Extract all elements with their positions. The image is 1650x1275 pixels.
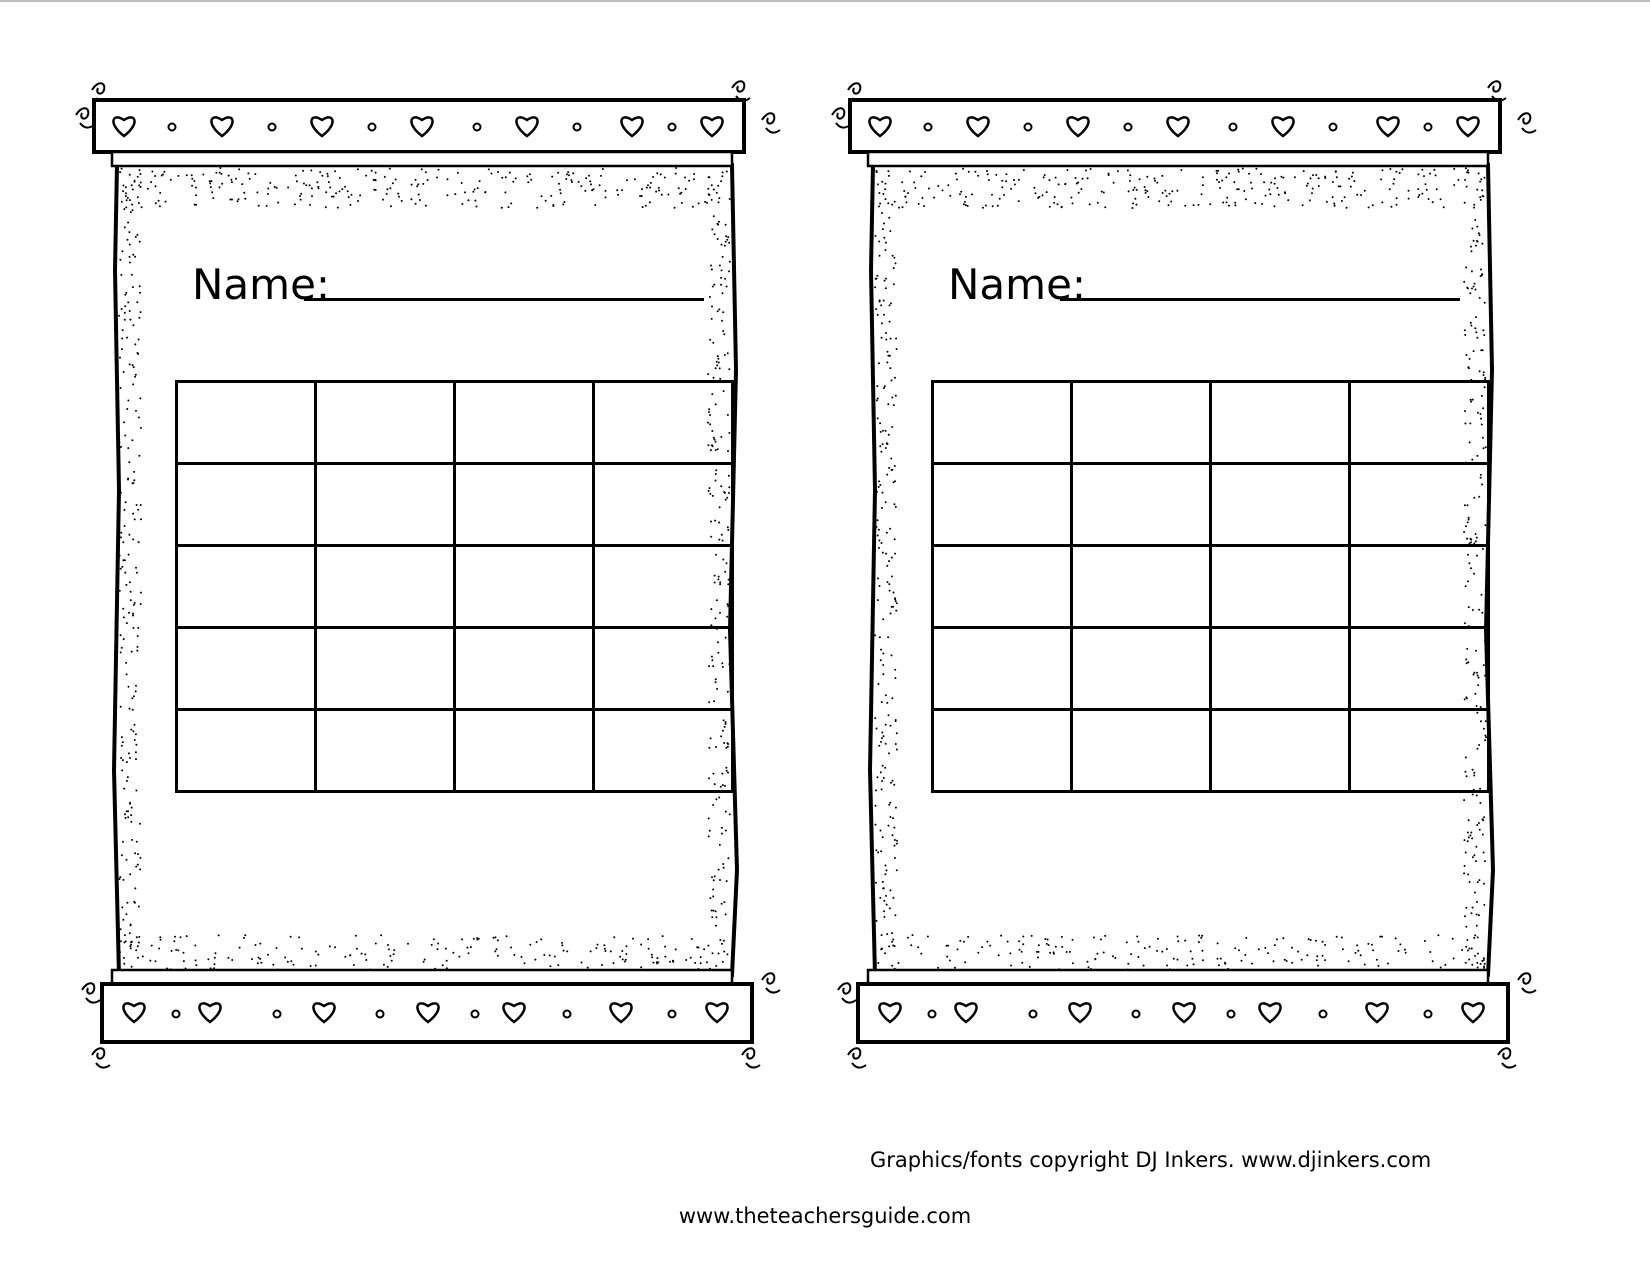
grid-row: [933, 710, 1489, 792]
swirl-icon: [762, 973, 780, 992]
grid-cell[interactable]: [316, 628, 455, 710]
grid-cell[interactable]: [933, 464, 1072, 546]
swirl-icon: [1498, 1048, 1516, 1067]
grid-cell[interactable]: [933, 382, 1072, 464]
grid-row: [177, 382, 733, 464]
grid-cell[interactable]: [594, 546, 733, 628]
swirl-icon: [76, 108, 94, 127]
grid-cell[interactable]: [594, 464, 733, 546]
grid-cell[interactable]: [455, 628, 594, 710]
grid-cell[interactable]: [933, 546, 1072, 628]
grid-row: [177, 464, 733, 546]
grid-cell[interactable]: [455, 710, 594, 792]
swirl-icon: [732, 81, 750, 100]
grid-cell[interactable]: [1211, 382, 1350, 464]
grid-row: [177, 628, 733, 710]
grid-cell[interactable]: [1350, 464, 1489, 546]
bottom-banner-trim: [112, 970, 732, 984]
swirl-icon: [832, 108, 850, 127]
grid-cell[interactable]: [1072, 546, 1211, 628]
grid-cell[interactable]: [177, 382, 316, 464]
grid-cell[interactable]: [933, 628, 1072, 710]
swirl-icon: [1488, 81, 1506, 100]
grid-cell[interactable]: [455, 546, 594, 628]
swirl-icon: [1518, 113, 1536, 132]
top-banner: [94, 100, 744, 152]
top-banner-trim: [112, 152, 732, 166]
name-line[interactable]: [304, 298, 704, 301]
swirl-icon: [848, 1048, 866, 1067]
grid-cell[interactable]: [316, 382, 455, 464]
swirl-icon: [82, 983, 100, 1002]
sticker-grid: [931, 380, 1490, 793]
sticker-chart-right: [828, 70, 1548, 1135]
copyright-credit: Graphics/fonts copyright DJ Inkers. www.djinkers.com: [870, 1148, 1432, 1172]
grid-cell[interactable]: [933, 710, 1072, 792]
grid-row: [933, 628, 1489, 710]
grid-row: [933, 546, 1489, 628]
grid-cell[interactable]: [316, 546, 455, 628]
name-label: Name:: [192, 260, 331, 309]
grid-cell[interactable]: [594, 382, 733, 464]
grid-cell[interactable]: [1211, 464, 1350, 546]
grid-cell[interactable]: [177, 464, 316, 546]
grid-cell[interactable]: [1350, 710, 1489, 792]
grid-cell[interactable]: [455, 382, 594, 464]
grid-cell[interactable]: [1211, 710, 1350, 792]
top-banner-trim: [868, 152, 1488, 166]
swirl-icon: [742, 1048, 760, 1067]
site-url: www.theteachersguide.com: [678, 1204, 972, 1228]
grid-row: [177, 710, 733, 792]
grid-cell[interactable]: [594, 628, 733, 710]
grid-cell[interactable]: [1072, 464, 1211, 546]
bottom-banner: [102, 984, 752, 1042]
top-rule: [0, 0, 1650, 2]
grid-cell[interactable]: [177, 546, 316, 628]
grid-row: [933, 382, 1489, 464]
grid-cell[interactable]: [594, 710, 733, 792]
grid-cell[interactable]: [177, 710, 316, 792]
bottom-banner-trim: [868, 970, 1488, 984]
grid-cell[interactable]: [1211, 628, 1350, 710]
grid-cell[interactable]: [1211, 546, 1350, 628]
grid-row: [933, 464, 1489, 546]
swirl-icon: [1518, 973, 1536, 992]
grid-cell[interactable]: [316, 464, 455, 546]
grid-cell[interactable]: [177, 628, 316, 710]
grid-cell[interactable]: [316, 710, 455, 792]
grid-cell[interactable]: [1350, 546, 1489, 628]
name-line[interactable]: [1060, 298, 1460, 301]
sticker-grid: [175, 380, 734, 793]
grid-cell[interactable]: [1072, 710, 1211, 792]
grid-cell[interactable]: [455, 464, 594, 546]
top-banner: [850, 100, 1500, 152]
grid-row: [177, 546, 733, 628]
swirl-icon: [838, 983, 856, 1002]
grid-cell[interactable]: [1072, 382, 1211, 464]
grid-cell[interactable]: [1072, 628, 1211, 710]
bottom-banner: [858, 984, 1508, 1042]
grid-cell[interactable]: [1350, 382, 1489, 464]
name-label: Name:: [948, 260, 1087, 309]
swirl-icon: [92, 1048, 110, 1067]
sticker-chart-left: [72, 70, 792, 1135]
swirl-icon: [762, 113, 780, 132]
grid-cell[interactable]: [1350, 628, 1489, 710]
